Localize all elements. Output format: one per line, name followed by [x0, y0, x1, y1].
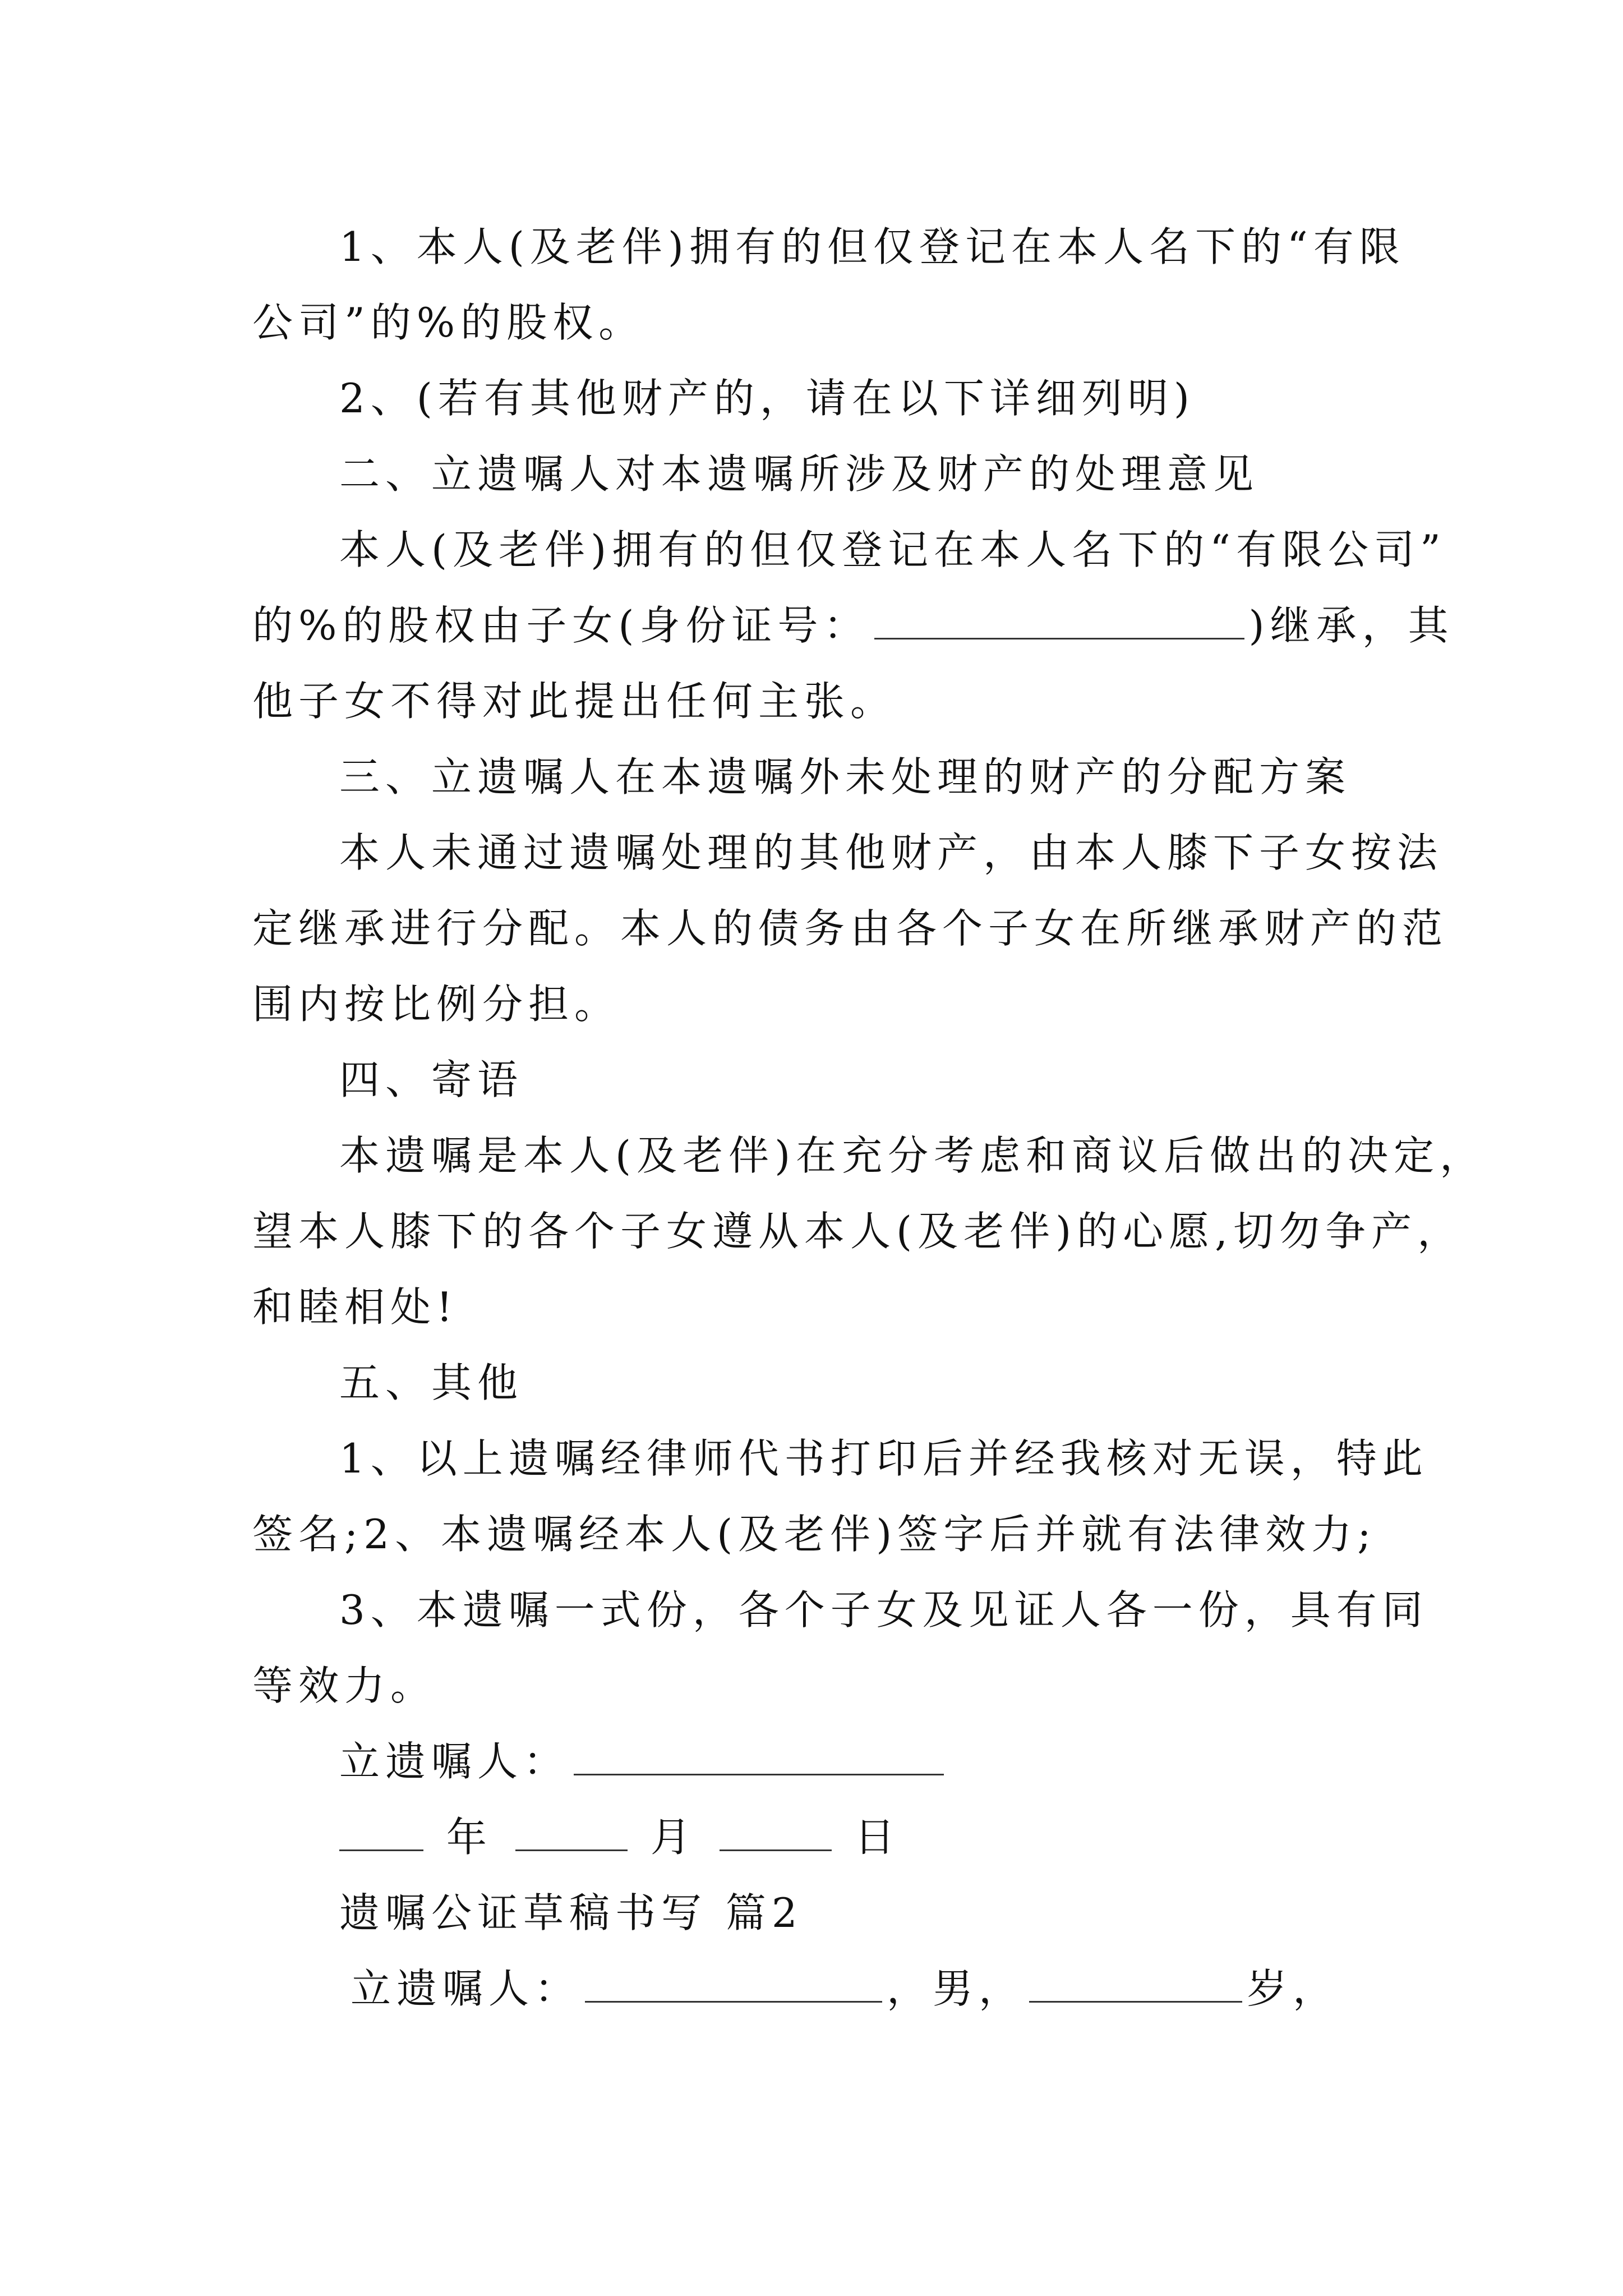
year-blank	[339, 1815, 423, 1851]
signature-blank	[574, 1739, 944, 1775]
text-line: 公司”的%的股权。	[252, 299, 645, 346]
text-line: 本遗嘱是本人(及老伴)在充分考虑和商议后做出的决定，	[339, 1132, 1486, 1179]
text-line: 定继承进行分配。本人的债务由各个子女在所继承财产的范	[252, 905, 1449, 952]
section-heading: 二、立遗嘱人对本遗嘱所涉及财产的处理意见	[339, 450, 1260, 498]
date-line: 年 月 日	[339, 1812, 1385, 1862]
testator-info-line: 立遗嘱人： ，男， 岁，	[351, 1965, 1339, 2012]
text-line: 1、本人(及老伴)拥有的但仅登记在本人名下的“有限	[339, 223, 1405, 270]
age-blank	[1029, 1966, 1242, 2003]
text-line: 围内按比例分担。	[252, 981, 621, 1028]
section-heading: 四、寄语	[339, 1056, 524, 1103]
text-line: 本人(及老伴)拥有的但仅登记在本人名下的“有限公司”	[339, 526, 1446, 573]
article-title: 遗嘱公证草稿书写 篇2	[339, 1889, 803, 1936]
section-heading: 三、立遗嘱人在本遗嘱外未处理的财产的分配方案	[339, 753, 1352, 800]
testator-signature-line: 立遗嘱人：	[339, 1736, 1385, 1787]
text-line: 2、(若有其他财产的，请在以下详细列明)	[339, 375, 1195, 422]
day-blank	[720, 1815, 832, 1851]
text-line: 3、本遗嘱一式份，各个子女及见证人各一份，具有同	[339, 1586, 1428, 1634]
text-line: 的%的股权由子女(身份证号： )继承，其	[252, 602, 1454, 649]
month-blank	[515, 1815, 628, 1851]
id-number-blank	[874, 603, 1244, 639]
name-blank	[585, 1966, 882, 2003]
text-line: 和睦相处!	[252, 1283, 458, 1331]
text-line: 1、以上遗嘱经律师代书打印后并经我核对无误，特此	[339, 1435, 1428, 1482]
section-heading: 五、其他	[339, 1359, 524, 1406]
text-line: 他子女不得对此提出任何主张。	[252, 678, 897, 725]
text-line: 等效力。	[252, 1662, 437, 1709]
text-line: 望本人膝下的各个子女遵从本人(及老伴)的心愿,切勿争产，	[252, 1208, 1464, 1255]
text-line: 签名;2、本遗嘱经本人(及老伴)签字后并就有法律效力;	[252, 1511, 1377, 1558]
text-line: 本人未通过遗嘱处理的其他财产，由本人膝下子女按法	[339, 829, 1444, 876]
